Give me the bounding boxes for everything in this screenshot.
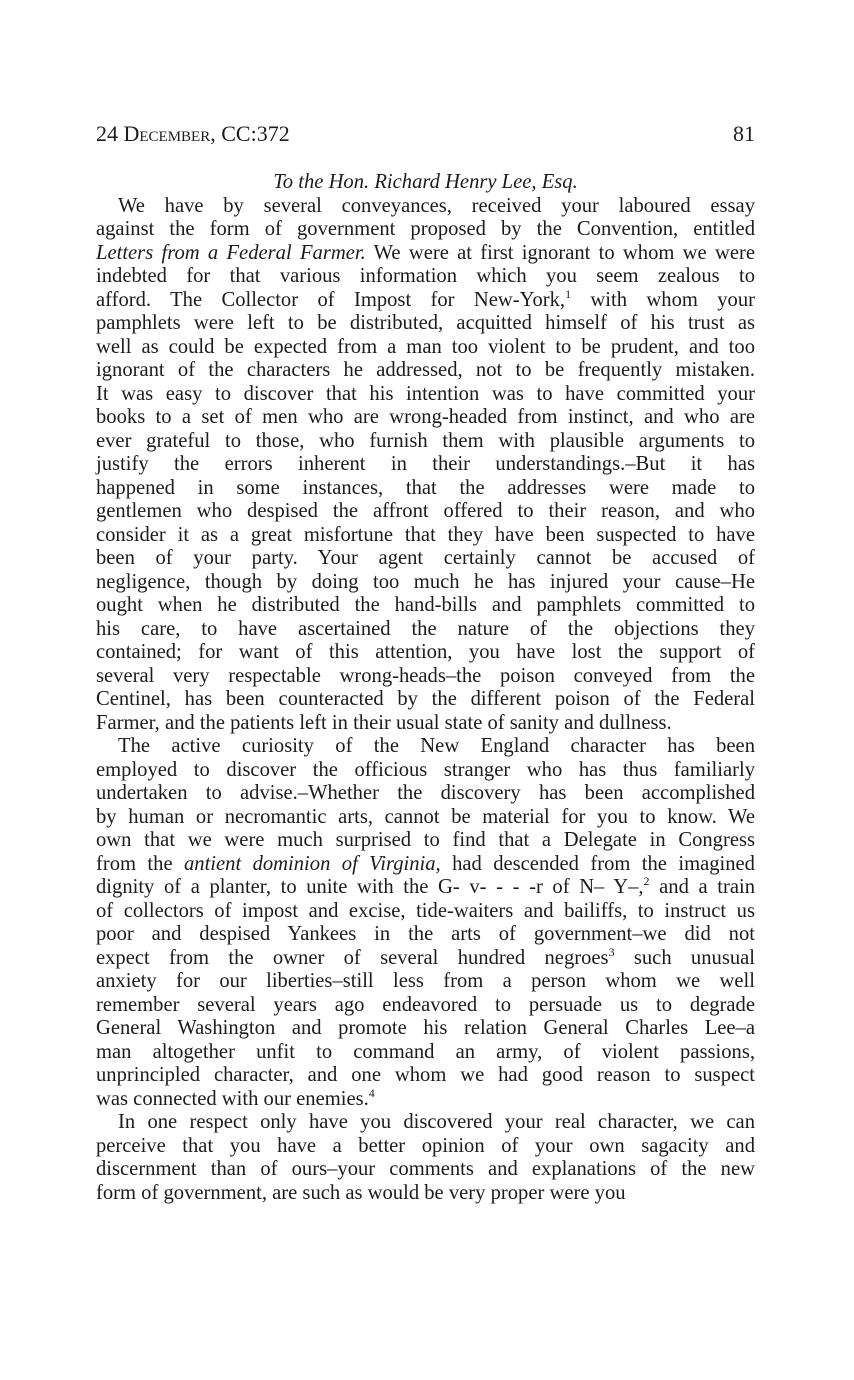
text-line (96, 806, 755, 830)
text-line (96, 383, 755, 407)
text-run: from the (96, 852, 184, 875)
text-line (96, 970, 755, 994)
italic-text: antient dominion of Virginia, (183, 852, 441, 875)
footnote-marker: 1 (565, 286, 572, 301)
text-line (96, 876, 755, 900)
text-line (96, 712, 755, 736)
text-run: negligence, though by doing too much he has injured your cause–He (96, 570, 755, 593)
text-run: well as could be expected from a man too violent to be prudent, and too (96, 335, 755, 358)
text-run: employed to discover the officious stranger who has thus familiarly (96, 758, 755, 781)
text-run: several very respectable wrong-heads–the poison conveyed from the (96, 664, 755, 687)
text-run: of collectors of impost and excise, tide-waiters and bailiffs, to instruct us (96, 899, 755, 922)
text-line (96, 571, 755, 595)
text-run: anxiety for our liberties–still less from a person whom we well (96, 970, 755, 992)
text-run: justify the errors inherent in their understandings.–But it has (96, 453, 755, 475)
text-line (96, 359, 755, 383)
text-run: perceive that you have a better opinion of your own sagacity and (96, 1134, 755, 1157)
paragraph (96, 195, 755, 736)
text-run: The active curiosity of the New England character has been (118, 735, 755, 757)
text-run: undertaken to advise.–Whether the discovery has been accomplished (96, 782, 755, 804)
text-line (96, 336, 755, 360)
text-line (96, 1064, 755, 1088)
text-run: contained; for want of this attention, you have lost the support of (96, 641, 755, 663)
text-run: We have by several conveyances, received your laboured essay (118, 194, 755, 217)
text-line (96, 735, 755, 759)
text-line (96, 524, 755, 548)
text-run: Centinel, has been counteracted by the different poison of the Federal (96, 688, 755, 710)
text-line (96, 242, 755, 266)
text-line (96, 218, 755, 242)
header-month: December (123, 121, 211, 146)
text-run: happened in some instances, that the addresses were made to (96, 476, 755, 499)
text-line (96, 759, 755, 783)
italic-text: Letters from a Federal Farmer. (96, 241, 366, 264)
text-line (96, 641, 755, 665)
text-line (96, 829, 755, 853)
document-body (96, 171, 755, 1205)
text-run: and a train (649, 876, 755, 898)
text-run: with whom your (571, 288, 755, 311)
text-run: had descended from the imagined (440, 852, 755, 875)
text-run: against the form of government proposed by the Convention, entitled (96, 218, 755, 240)
text-run: remember several years ago endeavored to persuade us to degrade (96, 993, 755, 1016)
text-line (96, 1085, 755, 1112)
text-line (96, 1135, 755, 1159)
text-run: such unusual (614, 946, 755, 969)
text-line (96, 453, 755, 477)
salutation (96, 171, 755, 195)
text-line (96, 665, 755, 689)
page-number: 81 (733, 121, 755, 146)
text-line (96, 594, 755, 618)
text-line (96, 477, 755, 501)
text-run: books to a set of men who are wrong-headed from instinct, and who are (96, 406, 755, 428)
text-line (96, 406, 755, 430)
text-run: ought when he distributed the hand-bills and pamphlets committed to (96, 594, 755, 616)
text-line (96, 265, 755, 289)
footnote-marker: 2 (643, 874, 650, 888)
footnote-marker: 4 (368, 1085, 375, 1100)
text-run: poor and despised Yankees in the arts of government–we did not (96, 923, 755, 945)
header-citation (96, 118, 290, 150)
text-run: consider it as a great misfortune that they have been suspected to have (96, 523, 755, 546)
text-run: gentlemen who despised the affront offered to their reason, and who (96, 500, 755, 522)
text-run: expect from the owner of several hundred negroes (96, 946, 609, 969)
text-line (96, 286, 755, 313)
text-line (96, 782, 755, 806)
text-run: In one respect only have you discovered your real character, we can (118, 1111, 755, 1133)
salutation-text: To the Hon. Richard Henry Lee, Esq. (273, 171, 578, 193)
text-run: ignorant of the characters he addressed, not to be frequently mistaken. (96, 359, 755, 381)
text-run: General Washington and promote his relation General Charles Lee–a (96, 1017, 755, 1039)
text-line (96, 1017, 755, 1041)
text-line (96, 1158, 755, 1182)
text-run: by human or necromantic arts, cannot be material for you to know. We (96, 805, 755, 828)
text-line (96, 312, 755, 336)
text-line (96, 994, 755, 1018)
text-run: ever grateful to those, who furnish them with plausible arguments to (96, 429, 755, 452)
text-line (96, 195, 755, 219)
text-run: It was easy to discover that his intention was to have committed your (96, 382, 755, 405)
text-line (96, 1182, 755, 1206)
text-run: Farmer, and the patients left in their usual state of sanity and dullness. (96, 711, 672, 734)
text-run: been of your party. Your agent certainly cannot be accused of (96, 547, 755, 569)
text-line (96, 1041, 755, 1065)
text-run: We were at first ignorant to whom we were (365, 241, 755, 264)
text-line (96, 944, 755, 971)
text-run: own that we were much surprised to find that a Delegate in Congress (96, 829, 755, 851)
text-run: indebted for that various information which you seem zealous to (96, 265, 755, 287)
text-line (96, 853, 755, 877)
text-line (96, 500, 755, 524)
text-line (96, 900, 755, 924)
text-line (96, 688, 755, 712)
text-run: pamphlets were left to be distributed, acquitted himself of his trust as (96, 312, 755, 334)
text-run: was connected with our enemies. (96, 1087, 369, 1110)
text-run: dignity of a planter, to unite with the G- v- - - -r of N– Y–, (96, 876, 644, 898)
text-run: man altogether unfit to command an army, of violent passions, (96, 1040, 755, 1063)
paragraph (96, 1111, 755, 1205)
footnote-marker: 3 (608, 944, 615, 959)
text-line (96, 923, 755, 947)
text-line (96, 547, 755, 571)
text-run: afford. The Collector of Impost for New-York, (96, 288, 566, 311)
text-run: his care, to have ascertained the nature of the objections they (96, 617, 755, 640)
text-run: form of government, are such as would be very proper were you (96, 1181, 626, 1204)
text-line (96, 618, 755, 642)
header-date: 24 (96, 121, 124, 146)
header-reference: , CC:372 (210, 121, 290, 146)
text-line (96, 430, 755, 454)
running-header (96, 118, 755, 150)
text-run: discernment than of ours–your comments and explanations of the new (96, 1158, 755, 1180)
text-run: unprincipled character, and one whom we had good reason to suspect (96, 1064, 755, 1086)
paragraph (96, 735, 755, 1111)
text-line (96, 1111, 755, 1135)
